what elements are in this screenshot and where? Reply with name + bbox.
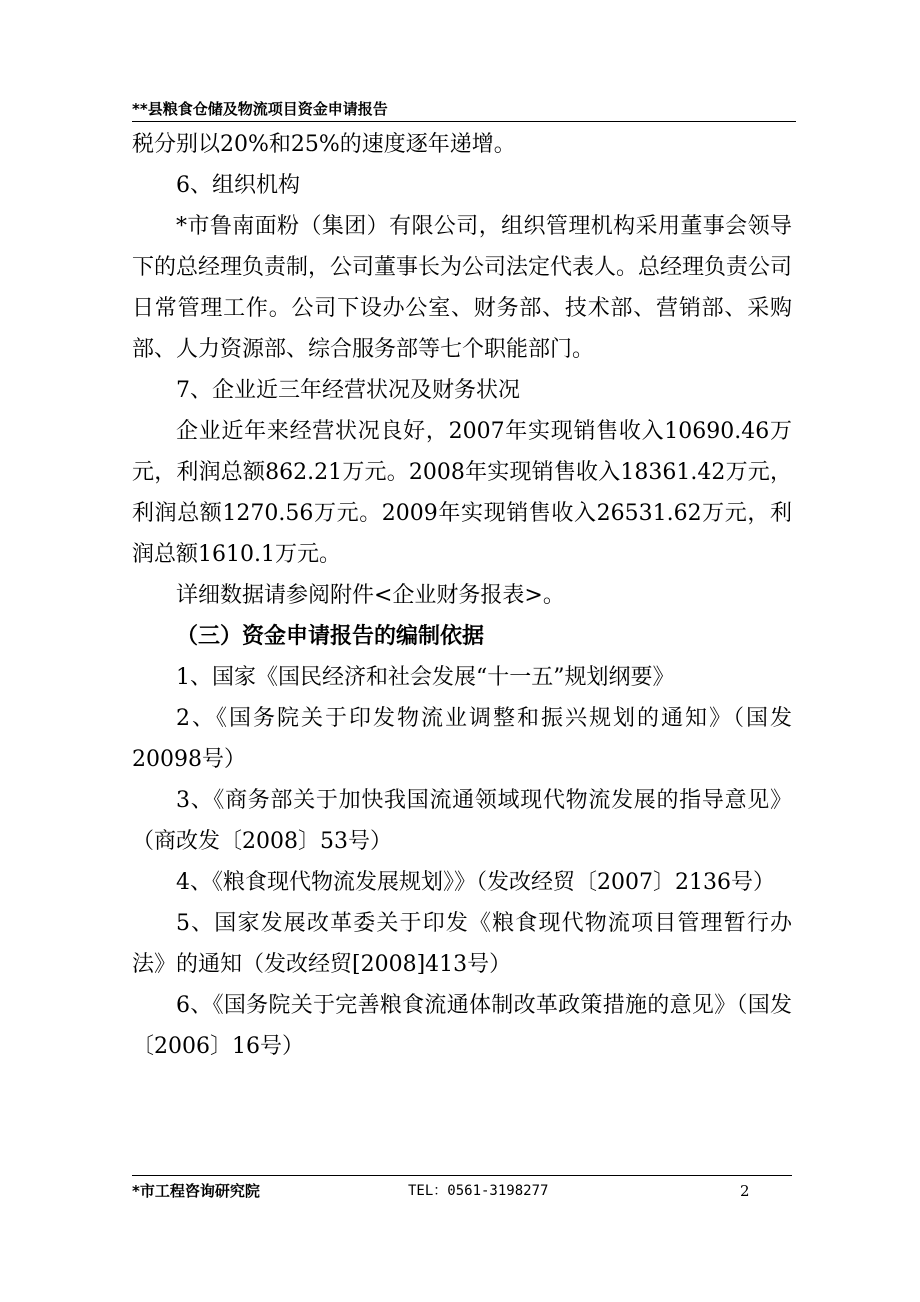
footer-organization: *市工程咨询研究院 bbox=[132, 1182, 260, 1200]
footer-telephone: TEL：0561-3198277 bbox=[408, 1183, 549, 1199]
list-item: 5、国家发展改革委关于印发《粮食现代物流项目管理暂行办法》的通知（发改经贸[2008]413号） bbox=[132, 911, 792, 977]
paragraph-organization: *市鲁南面粉（集团）有限公司，组织管理机构采用董事会领导下的总经理负责制，公司董事长为公司法定代表人。总经理负责公司日常管理工作。公司下设办公室、财务部、技术部、营销部、采购部、人力资源部、综合服务部等七个职能部门。 bbox=[132, 214, 793, 362]
header-divider bbox=[132, 121, 796, 122]
list-item: 6、《国务院关于完善粮食流通体制改革政策措施的意见》（国发〔2006〕16号） bbox=[132, 993, 792, 1059]
document-body bbox=[132, 124, 792, 1067]
subheading-organization: 6、组织机构 bbox=[176, 173, 300, 198]
section-heading: （三）资金申请报告的编制依据 bbox=[176, 624, 485, 649]
list-item: 4、《粮食现代物流发展规划》》（发改经贸〔2007〕2136号） bbox=[176, 870, 775, 895]
list-item: 3、《商务部关于加快我国流通领域现代物流发展的指导意见》（商改发〔2008〕53号） bbox=[132, 788, 792, 854]
list-item: 2、《国务院关于印发物流业调整和振兴规划的通知》（国发20098号） bbox=[132, 706, 792, 772]
paragraph-tax-growth: 税分别以20%和25%的速度逐年递增。 bbox=[132, 132, 516, 157]
list-item: 1、国家《国民经济和社会发展“十一五”规划纲要》 bbox=[176, 665, 675, 690]
paragraph-appendix-note: 详细数据请参阅附件<企业财务报表>。 bbox=[176, 583, 565, 608]
footer-divider bbox=[132, 1175, 792, 1176]
page-header-title: **县粮食仓储及物流项目资金申请报告 bbox=[132, 100, 388, 118]
subheading-operations: 7、企业近三年经营状况及财务状况 bbox=[176, 378, 520, 403]
page-number: 2 bbox=[740, 1182, 750, 1200]
paragraph-operations: 企业近年来经营状况良好，2007年实现销售收入10690.46万元，利润总额862.21万元。2008年实现销售收入18361.42万元，利润总额1270.56万元。2009年实现销售收入26531.62万元，利润总额1610.1万元。 bbox=[132, 419, 792, 567]
